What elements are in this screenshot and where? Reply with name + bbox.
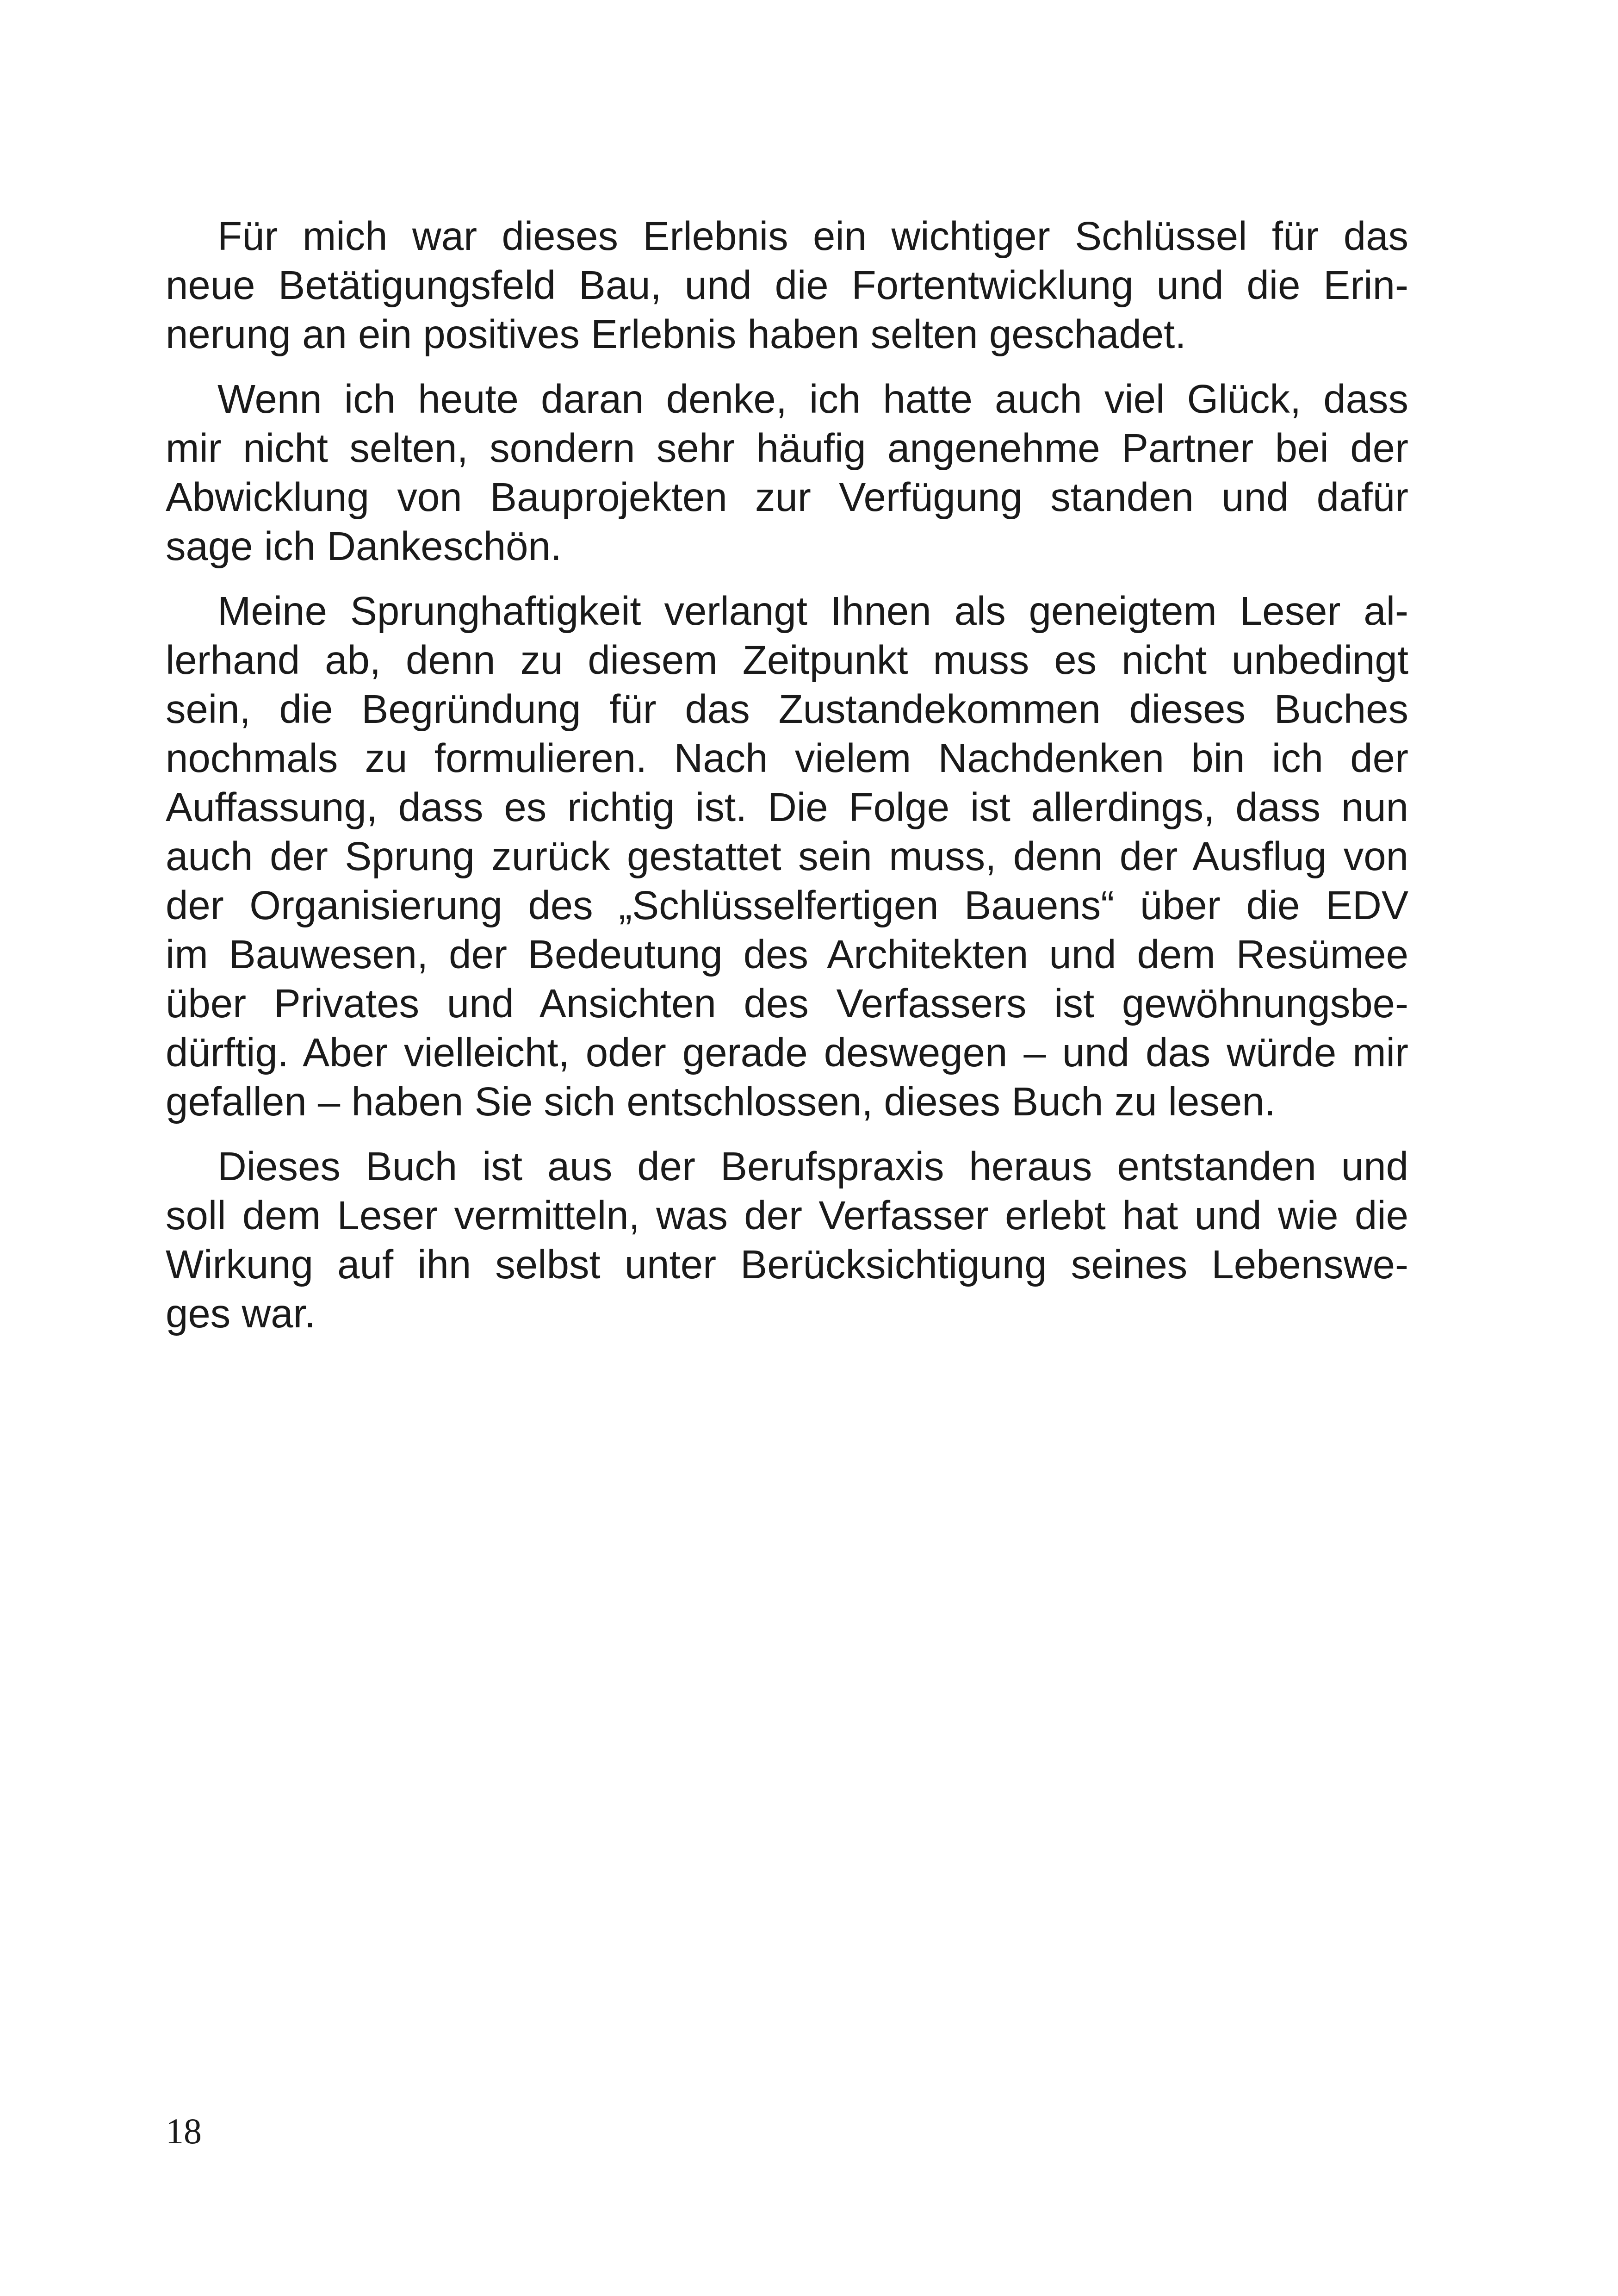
paragraph-line: Für mich war dieses Erlebnis ein wichtiger Schlüssel für das (217, 214, 1408, 259)
page-number: 18 (166, 2111, 202, 2151)
paragraph-line: Meine Sprunghaftigkeit verlangt Ihnen als geneigtem Leser al- (217, 589, 1408, 634)
body-text (166, 212, 1408, 1354)
paragraph-line: neue Betätigungsfeld Bau, und die Fortentwicklung und die Erin- (166, 263, 1408, 308)
paragraph-line: sein, die Begründung für das Zustandekommen dieses Buches (166, 687, 1408, 732)
paragraph-line: nochmals zu formulieren. Nach vielem Nachdenken bin ich der (166, 736, 1408, 781)
paragraph-2 (166, 375, 1408, 571)
paragraph-line: lerhand ab, denn zu diesem Zeitpunkt muss es nicht unbedingt (166, 638, 1408, 683)
paragraph-line: dürftig. Aber vielleicht, oder gerade deswegen – und das würde mir (166, 1030, 1408, 1075)
paragraph-line: nerung an ein positives Erlebnis haben selten geschadet. (166, 312, 1186, 357)
paragraph-line: gefallen – haben Sie sich entschlossen, dieses Buch zu lesen. (166, 1079, 1276, 1124)
paragraph-line: mir nicht selten, sondern sehr häufig angenehme Partner bei der (166, 426, 1408, 471)
paragraph-3 (166, 587, 1408, 1126)
paragraph-line: Abwicklung von Bauprojekten zur Verfügung standen und dafür (166, 475, 1408, 520)
paragraph-line: Dieses Buch ist aus der Berufspraxis heraus entstanden und (217, 1144, 1408, 1189)
paragraph-line: Auffassung, dass es richtig ist. Die Folge ist allerdings, dass nun (166, 785, 1408, 830)
paragraph-4 (166, 1142, 1408, 1338)
paragraph-line: Wirkung auf ihn selbst unter Berücksichtigung seines Lebenswe- (166, 1242, 1408, 1287)
paragraph-line: soll dem Leser vermitteln, was der Verfasser erlebt hat und wie die (166, 1193, 1408, 1238)
paragraph-line: ges war. (166, 1291, 316, 1336)
paragraph-line: im Bauwesen, der Bedeutung des Architekten und dem Resümee (166, 932, 1408, 977)
paragraph-line: über Privates und Ansichten des Verfassers ist gewöhnungsbe- (166, 981, 1408, 1026)
paragraph-line: Wenn ich heute daran denke, ich hatte auch viel Glück, dass (217, 377, 1408, 422)
paragraph-line: sage ich Dankeschön. (166, 524, 562, 569)
paragraph-1 (166, 212, 1408, 359)
paragraph-line: auch der Sprung zurück gestattet sein muss, denn der Ausflug von (166, 834, 1408, 879)
paragraph-line: der Organisierung des „Schlüsselfertigen Bauens“ über die EDV (166, 883, 1408, 928)
